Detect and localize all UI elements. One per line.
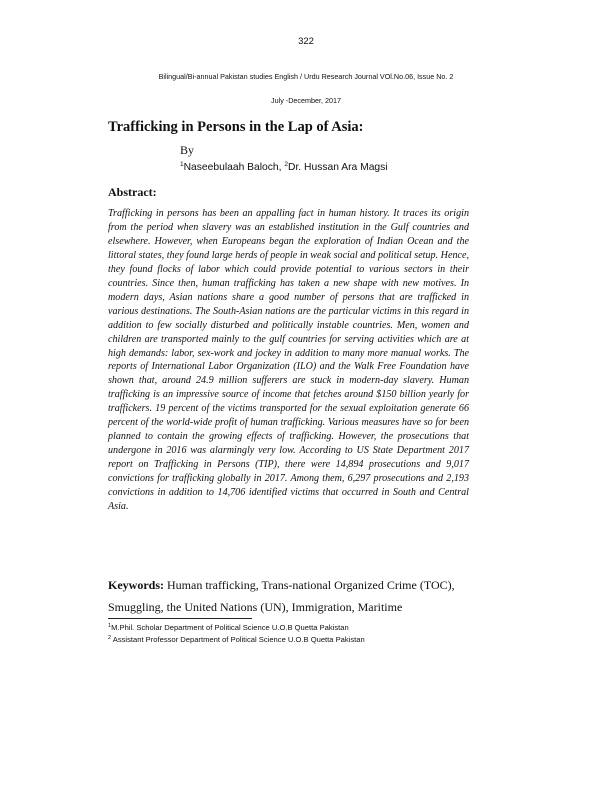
author1-footnote-mark: 1 (180, 161, 184, 168)
page-number: 322 (298, 36, 314, 47)
footnote-1 (108, 622, 508, 634)
footnotes (108, 622, 508, 646)
by-label: By (180, 143, 195, 157)
keywords-label: Keywords: (108, 578, 164, 592)
article-title: Trafficking in Persons in the Lap of Asia: (108, 119, 364, 135)
footnote-divider (108, 618, 252, 619)
author1-name: Naseebulaah Baloch, (183, 162, 285, 173)
keywords-text: Human trafficking, Trans-national Organized Crime (TOC), Smuggling, the United Nations (UN), Immigration, Maritime (108, 578, 455, 614)
footnote-2-text: Assistant Professor Department of Political Science U.O.B Quetta Pakistan (111, 635, 365, 644)
footnote-2-mark: 2 (108, 635, 112, 641)
author-line (180, 162, 388, 173)
issue-date: July -December, 2017 (271, 96, 341, 105)
footnote-2 (108, 634, 508, 646)
abstract-heading: Abstract: (108, 185, 157, 199)
abstract-body: Trafficking in persons has been an appalling fact in human history. It traces its origin from the period when slavery was an established institution in the Gulf countries and elsewhere. However, when Europeans began the exploration of Indian Ocean and the littoral states, they found large herds of people in weak social and political setup. Hence, they found flocks of labor which could provide potential to various sectors in their countries. Since then, human trafficking has taken a new shape with new motives. In modern days, Asian nations share a good number of persons that are trafficked in various destinations. The South-Asian nations are the particular victims in this regard in addition to few socially disturbed and politically instable countries. Men, women and children are transported mainly to the gulf countries for serving activities which are at high demands: labor, sex-work and jockey in addition to many more manual works. The reports of International Labor Organization (ILO) and the Walk Free Foundation have shown that, around 24.9 million sufferers are stuck in modern-day slavery. Human trafficking is an impressive source of income that fetches around $150 billion yearly for traffickers. 19 percent of the victims transported for the sexual exploitation generate 66 percent of the world-wide profit of human trafficking. Various measures have so for been planned to contain the growing effects of trafficking. However, the prosecutions that undergone in 2016 was alarmingly very low. According to US State Department 2017 report on Trafficking in Persons (TIP), there were 14,894 prosecutions and 9,017 convictions for trafficking globally in 2017. Among them, 6,297 prosecutions and 2,193 convictions in addition to 14,706 identified victims that occurred in South and Central Asia. (108, 208, 469, 513)
author2-name: Dr. Hussan Ara Magsi (288, 162, 388, 173)
keywords-paragraph (108, 574, 478, 618)
author2-footnote-mark: 2 (284, 161, 289, 168)
journal-header: Bilingual/Bi-annual Pakistan studies English / Urdu Research Journal VOl.No.06, Issue No. 2 (158, 72, 454, 81)
footnote-1-text: M.Phil. Scholar Department of Political Science U.O.B Quetta Pakistan (111, 623, 349, 632)
footnote-1-mark: 1 (108, 623, 112, 629)
